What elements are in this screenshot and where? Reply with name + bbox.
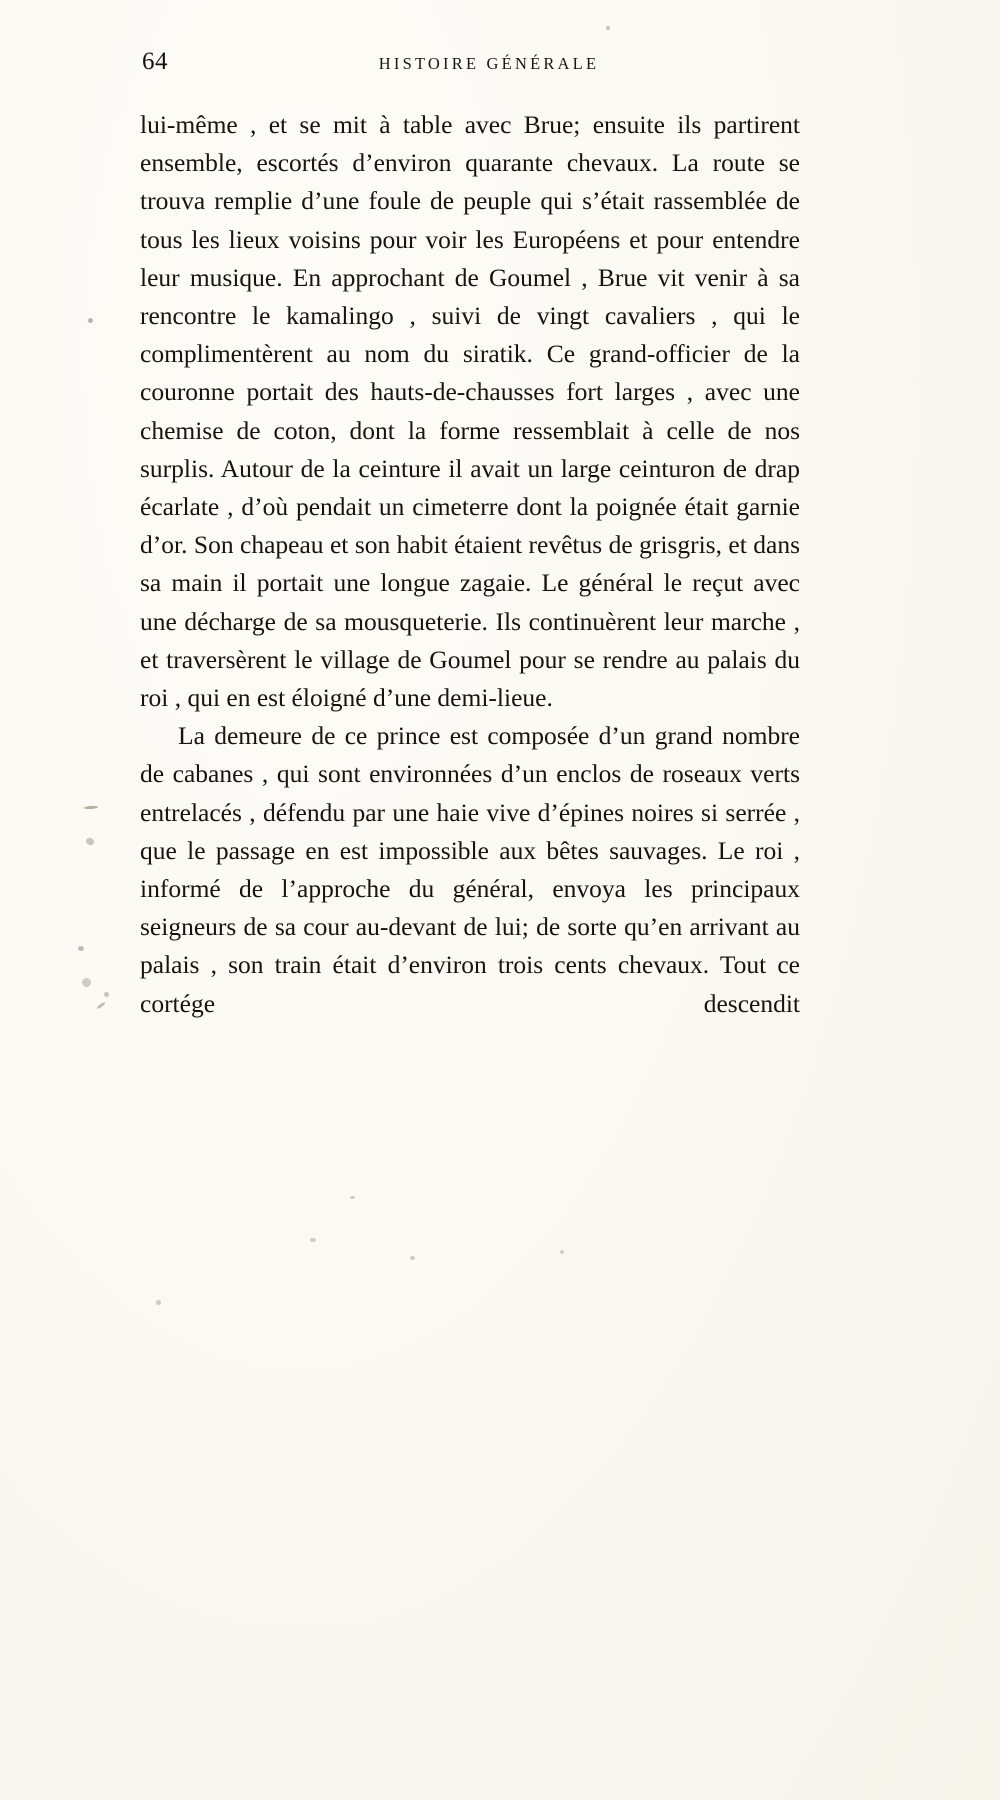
paper-speck-icon xyxy=(80,976,92,988)
page-text-block xyxy=(140,40,800,1061)
paper-speck-icon xyxy=(84,806,98,810)
paper-speck-icon xyxy=(156,1300,161,1305)
paper-speck-icon xyxy=(560,1250,564,1254)
paper-speck-icon xyxy=(96,1001,106,1009)
paragraph-1: lui-même , et se mit à table avec Brue; ensuite ils partirent ensemble, escortés d’environ quarante chevaux. La route se trouva remplie d’une foule de peuple qui s’était rassemblée de tous les lieux voisins pour voir les Européens et pour entendre leur musique. En approchant de Goumel , Brue vit venir à sa rencontre le kamalingo , suivi de vingt cavaliers , qui le complimentèrent au nom du siratik. Ce grand-officier de la couronne portait des hauts-de-chausses fort larges , avec une chemise de coton, dont la forme ressemblait à celle de nos surplis. Autour de la ceinture il avait un large ceinturon de drap écarlate , d’où pendait un cimeterre dont la poignée était garnie d’or. Son chapeau et son habit étaient revêtus de grisgris, et dans sa main il portait une longue zagaie. Le général le reçut avec une décharge de sa mousqueterie. Ils continuèrent leur marche , et traversèrent le village de Goumel pour se rendre au palais du roi , qui en est éloigné d’une demi-lieue. xyxy=(140,110,800,713)
paper-speck-icon xyxy=(85,837,95,847)
body-text xyxy=(140,106,800,1061)
paper-speck-icon xyxy=(104,992,109,997)
paper-speck-icon xyxy=(310,1238,316,1242)
paragraph-2: La demeure de ce prince est composée d’un grand nombre de cabanes , qui sont environnées d’un enclos de roseaux verts entrelacés , défendu par une haie vive d’épines noires si serrée , que le passage en est impossible aux bêtes sauvages. Le roi , informé de l’approche du général, envoya les principaux seigneurs de sa cour au-devant de lui; de sorte qu’en arrivant au palais , son train était d’environ trois cents chevaux. Tout ce cortége descendit xyxy=(140,721,800,1018)
paper-speck-icon xyxy=(410,1256,415,1260)
paper-speck-icon xyxy=(350,1196,355,1199)
paper-speck-icon xyxy=(88,318,93,323)
running-head-title: HISTOIRE GÉNÉRALE xyxy=(378,54,600,73)
paper-speck-icon xyxy=(78,946,84,951)
page-number: 64 xyxy=(142,48,168,75)
running-header xyxy=(140,40,800,84)
paper-speck-icon xyxy=(606,26,610,30)
